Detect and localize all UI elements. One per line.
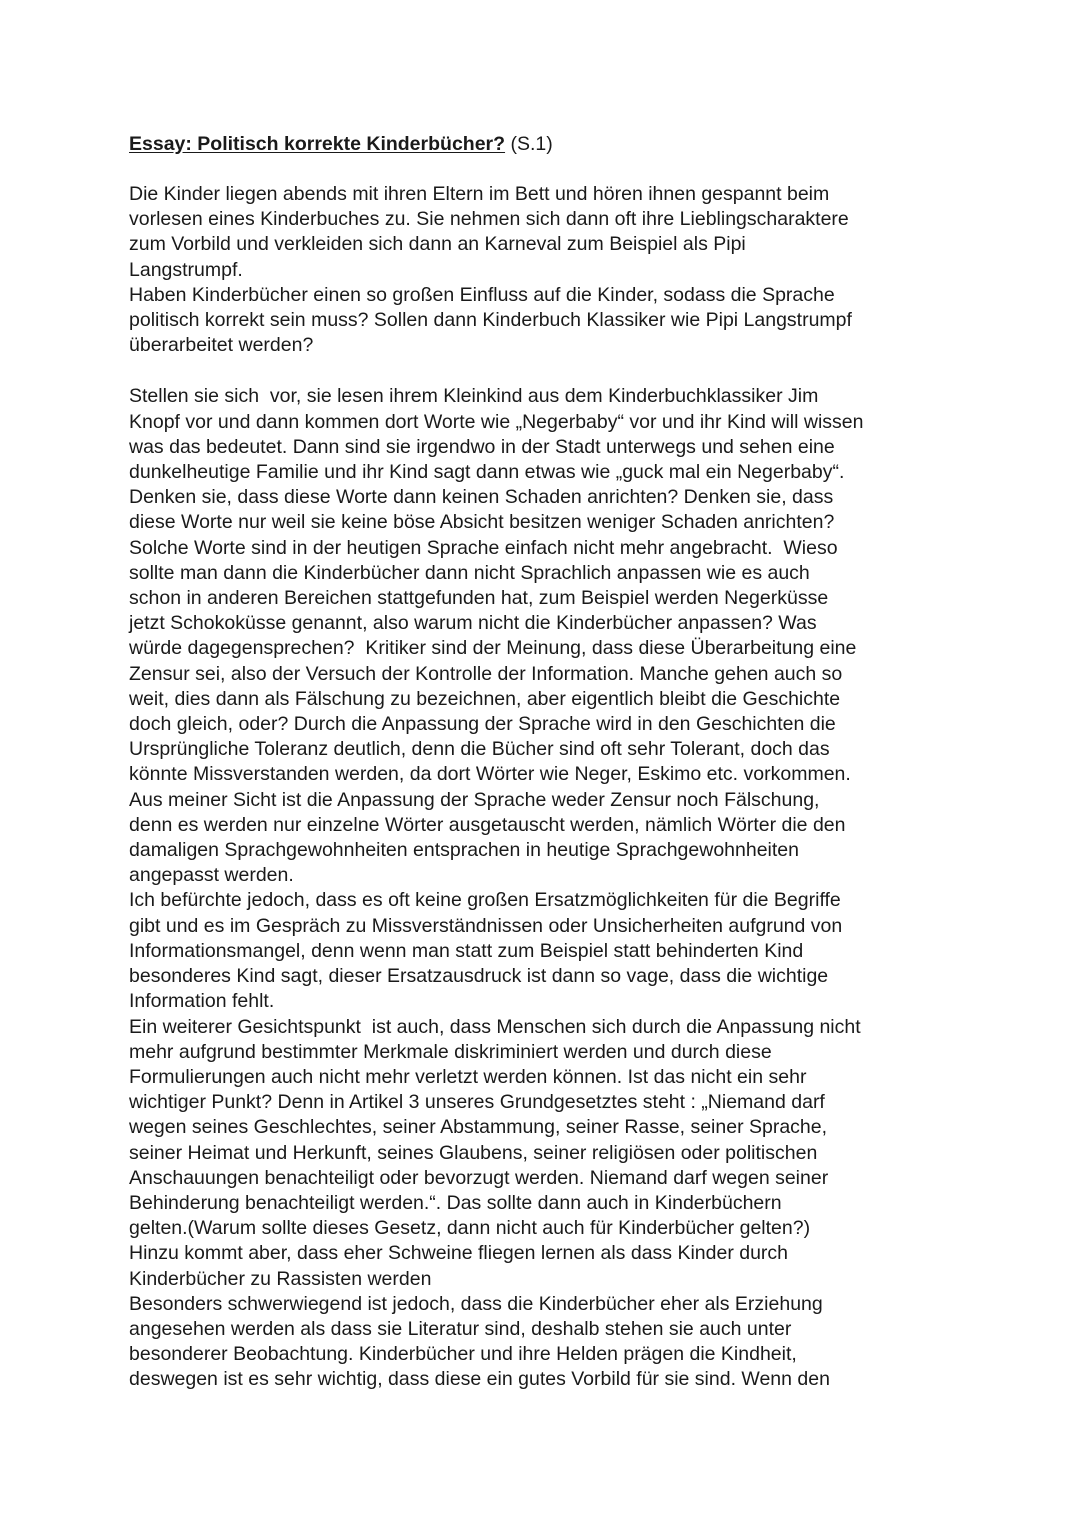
essay-page-content (129, 130, 969, 1393)
text-line: dunkelheutige Familie und ihr Kind sagt dann etwas wie „guck mal ein Negerbaby“. (129, 461, 845, 484)
text-line: Hinzu kommt aber, dass eher Schweine fliegen lernen als dass Kinder durch (129, 1242, 789, 1265)
text-line: seiner Heimat und Herkunft, seines Glaubens, seiner religiösen oder politischen (129, 1141, 818, 1164)
text-line: gibt und es im Gespräch zu Missverständnissen oder Unsicherheiten aufgrund von (129, 914, 843, 937)
text-line: Ein weiterer Gesichtspunkt ist auch, dass Menschen sich durch die Anpassung nicht (129, 1015, 861, 1038)
text-line: mehr aufgrund bestimmter Merkmale diskriminiert werden und durch diese (129, 1040, 772, 1063)
text-line: denn es werden nur einzelne Wörter ausgetauscht werden, nämlich Wörter die den (129, 813, 846, 836)
text-line: Informationsmangel, denn wenn man statt zum Beispiel statt behinderten Kind (129, 939, 804, 962)
text-line: Denken sie, dass diese Worte dann keinen Schaden anrichten? Denken sie, dass (129, 486, 834, 509)
text-line: was das bedeutet. Dann sind sie irgendwo in der Stadt unterwegs und sehen eine (129, 435, 835, 458)
text-line: schon in anderen Bereichen stattgefunden hat, zum Beispiel werden Negerküsse (129, 587, 829, 610)
text-line: Anschauungen benachteiligt oder bevorzugt werden. Niemand darf wegen seiner (129, 1166, 829, 1189)
text-line: Haben Kinderbücher einen so großen Einfluss auf die Kinder, sodass die Sprache (129, 283, 835, 306)
text-line: politisch korrekt sein muss? Sollen dann Kinderbuch Klassiker wie Pipi Langstrumpf (129, 309, 852, 332)
paragraph-gap (129, 358, 969, 384)
text-line: Stellen sie sich vor, sie lesen ihrem Kleinkind aus dem Kinderbuchklassiker Jim (129, 385, 819, 408)
text-line: Langstrumpf. (129, 258, 243, 281)
text-line: Formulierungen auch nicht mehr verletzt werden können. Ist das nicht ein sehr (129, 1065, 807, 1088)
text-line: könnte Missverstanden werden, da dort Wörter wie Neger, Eskimo etc. vorkommen. (129, 763, 851, 786)
text-line: Solche Worte sind in der heutigen Sprache einfach nicht mehr angebracht. Wieso (129, 536, 838, 559)
text-line: gelten.(Warum sollte dieses Gesetz, dann nicht auch für Kinderbücher gelten?) (129, 1217, 811, 1240)
text-line: besonderes Kind sagt, dieser Ersatzausdruck ist dann so vage, dass die wichtige (129, 965, 829, 988)
text-line: überarbeitet werden? (129, 334, 314, 357)
text-line: würde dagegensprechen? Kritiker sind der Meinung, dass diese Überarbeitung eine (129, 637, 857, 660)
text-line: Besonders schwerwiegend ist jedoch, dass die Kinderbücher eher als Erziehung (129, 1292, 823, 1315)
page-number-label: (S.1) (505, 133, 553, 155)
text-line: Die Kinder liegen abends mit ihren Eltern im Bett und hören ihnen gespannt beim (129, 183, 830, 205)
text-line: Ursprüngliche Toleranz deutlich, denn die Bücher sind oft sehr Tolerant, doch das (129, 738, 830, 761)
text-line: angepasst werden. (129, 864, 294, 887)
text-line: Ich befürchte jedoch, dass es oft keine großen Ersatzmöglichkeiten für die Begriffe (129, 889, 841, 912)
intro-paragraph (129, 182, 969, 358)
text-line: Kinderbücher zu Rassisten werden (129, 1267, 432, 1290)
text-line: Aus meiner Sicht ist die Anpassung der Sprache weder Zensur noch Fälschung, (129, 788, 820, 811)
text-line: wichtiger Punkt? Denn in Artikel 3 unseres Grundgesetztes steht : „Niemand darf (129, 1091, 825, 1114)
text-line: besonderer Beobachtung. Kinderbücher und ihre Helden prägen die Kindheit, (129, 1343, 797, 1366)
text-line: Behinderung benachteiligt werden.“. Das sollte dann auch in Kinderbüchern (129, 1191, 782, 1214)
text-line: diese Worte nur weil sie keine böse Absicht besitzen weniger Schaden anrichten? (129, 511, 835, 534)
text-line: Information fehlt. (129, 990, 275, 1013)
text-line: jetzt Schokoküsse genannt, also warum nicht die Kinderbücher anpassen? Was (129, 612, 817, 635)
text-line: vorlesen eines Kinderbuches zu. Sie nehmen sich dann oft ihre Lieblingscharaktere (129, 208, 849, 231)
text-line: sollte man dann die Kinderbücher dann nicht Sprachlich anpassen wie es auch (129, 561, 810, 584)
text-line: zum Vorbild und verkleiden sich dann an Karneval zum Beispiel als Pipi (129, 233, 746, 256)
essay-title: Essay: Politisch korrekte Kinderbücher? (129, 133, 506, 155)
text-line: doch gleich, oder? Durch die Anpassung der Sprache wird in den Geschichten die (129, 713, 836, 736)
text-line: Zensur sei, also der Versuch der Kontrolle der Information. Manche gehen auch so (129, 662, 843, 685)
text-line: weit, dies dann als Fälschung zu bezeichnen, aber eigentlich bleibt die Geschichte (129, 687, 841, 710)
text-line: wegen seines Geschlechtes, seiner Abstammung, seiner Rasse, seiner Sprache, (129, 1116, 828, 1139)
body-paragraphs (129, 384, 969, 1392)
essay-heading (129, 130, 969, 158)
text-line: deswegen ist es sehr wichtig, dass diese ein gutes Vorbild für sie sind. Wenn den (129, 1368, 830, 1391)
text-line: damaligen Sprachgewohnheiten entsprachen in heutige Sprachgewohnheiten (129, 839, 799, 862)
text-line: Knopf vor und dann kommen dort Worte wie „Negerbaby“ vor und ihr Kind will wissen (129, 410, 864, 433)
text-line: angesehen werden als dass sie Literatur sind, deshalb stehen sie auch unter (129, 1317, 792, 1340)
